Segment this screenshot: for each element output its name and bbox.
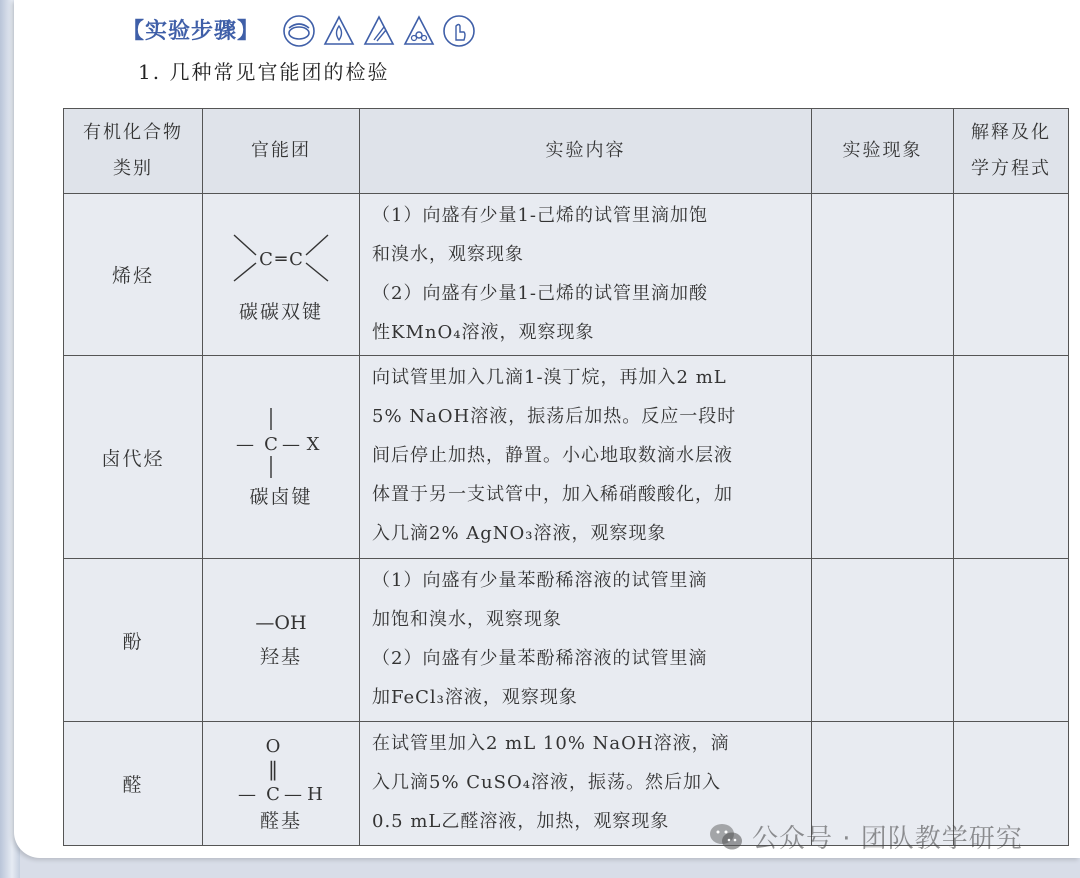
- group-name: 碳卤键: [249, 485, 313, 508]
- hand-wash-icon: [442, 14, 476, 48]
- content-line: （2）向盛有少量苯酚稀溶液的试管里滴: [372, 648, 708, 669]
- header-content: 实验内容: [360, 109, 812, 194]
- content-line: 加饱和溴水，观察现象: [372, 609, 562, 630]
- svg-text:O: O: [265, 736, 281, 757]
- aldehyde-structure: [231, 734, 331, 806]
- alkene-structure: [226, 225, 336, 297]
- content-line: 在试管里加入2 mL 10% NaOH溶液，滴: [372, 733, 730, 754]
- content-line: 和溴水，观察现象: [372, 244, 524, 265]
- group-cell: [203, 722, 360, 846]
- wechat-icon: [708, 822, 744, 852]
- svg-text:C: C: [264, 433, 278, 455]
- svg-text:H: H: [307, 784, 323, 805]
- group-name: 羟基: [259, 645, 302, 668]
- haloalkane-structure: [231, 406, 331, 482]
- header-functional-group: 官能团: [203, 109, 360, 194]
- category-cell: 醛: [64, 722, 203, 846]
- goggles-icon: [282, 14, 316, 48]
- header-phenomenon: 实验现象: [812, 109, 954, 194]
- table-row: [64, 356, 1069, 559]
- hydroxyl-formula: —OH: [255, 611, 307, 634]
- content-line: 向试管里加入几滴1-溴丁烷，再加入2 mL: [372, 367, 727, 388]
- content-line: 加FeCl₃溶液，观察现象: [372, 687, 578, 708]
- subtitle: 1. 几种常见官能团的检验: [138, 60, 390, 84]
- svg-text:═: ═: [275, 249, 287, 270]
- content-line: 入几滴2% AgNO₃溶液，观察现象: [372, 523, 667, 544]
- content-line: （1）向盛有少量苯酚稀溶液的试管里滴: [372, 570, 708, 591]
- explanation-cell: [954, 356, 1069, 559]
- svg-text:C: C: [259, 249, 273, 270]
- table-header-row: [64, 109, 1069, 194]
- category-cell: 烯烃: [64, 194, 203, 356]
- content-line: （2）向盛有少量1-己烯的试管里滴加酸: [372, 283, 708, 304]
- svg-text:‖: ‖: [268, 757, 278, 781]
- table-row: [64, 559, 1069, 722]
- content-line: 体置于另一支试管中，加入稀硝酸酸化，加: [372, 484, 733, 505]
- explanation-cell: [954, 194, 1069, 356]
- heat-warning-icon: [362, 14, 396, 48]
- content-cell: [360, 194, 812, 356]
- content-cell: [360, 356, 812, 559]
- content-line: 间后停止加热，静置。小心地取数滴水层液: [372, 445, 733, 466]
- svg-text:C: C: [289, 249, 303, 270]
- hazard-warning-icon: [402, 14, 436, 48]
- phenomenon-cell: [812, 194, 954, 356]
- group-cell: [203, 559, 360, 722]
- svg-text:—: —: [282, 433, 300, 455]
- content-line: 0.5 mL乙醛溶液，加热，观察现象: [372, 811, 670, 832]
- content-line: （1）向盛有少量1-己烯的试管里滴加饱: [372, 205, 708, 226]
- phenomenon-cell: [812, 356, 954, 559]
- section-title: 【实验步骤】: [122, 18, 261, 44]
- watermark: [708, 818, 1023, 855]
- svg-text:X: X: [306, 433, 320, 455]
- group-name: 醛基: [259, 810, 302, 832]
- content-line: 性KMnO₄溶液，观察现象: [372, 322, 595, 343]
- explanation-cell: [954, 559, 1069, 722]
- safety-icons: [282, 14, 476, 48]
- category-cell: 酚: [64, 559, 203, 722]
- content-line: 入几滴5% CuSO₄溶液，振荡。然后加入: [372, 772, 721, 793]
- group-cell: [203, 356, 360, 559]
- watermark-text: 公众号 · 团队教学研究: [752, 824, 1023, 854]
- header-explanation: 解释及化 学方程式: [954, 109, 1069, 194]
- svg-text:—: —: [236, 433, 254, 455]
- svg-text:—: —: [238, 784, 256, 805]
- flame-warning-icon: [322, 14, 356, 48]
- experiment-table: [63, 108, 1069, 846]
- svg-text:—: —: [284, 784, 302, 805]
- category-cell: 卤代烃: [64, 356, 203, 559]
- content-cell: [360, 559, 812, 722]
- content-line: 5% NaOH溶液，振荡后加热。反应一段时: [372, 406, 737, 427]
- table-row: [64, 194, 1069, 356]
- svg-text:C: C: [266, 784, 280, 805]
- header-category: 有机化合物 类别: [64, 109, 203, 194]
- group-name: 碳碳双键: [238, 301, 323, 323]
- group-cell: [203, 194, 360, 356]
- phenomenon-cell: [812, 559, 954, 722]
